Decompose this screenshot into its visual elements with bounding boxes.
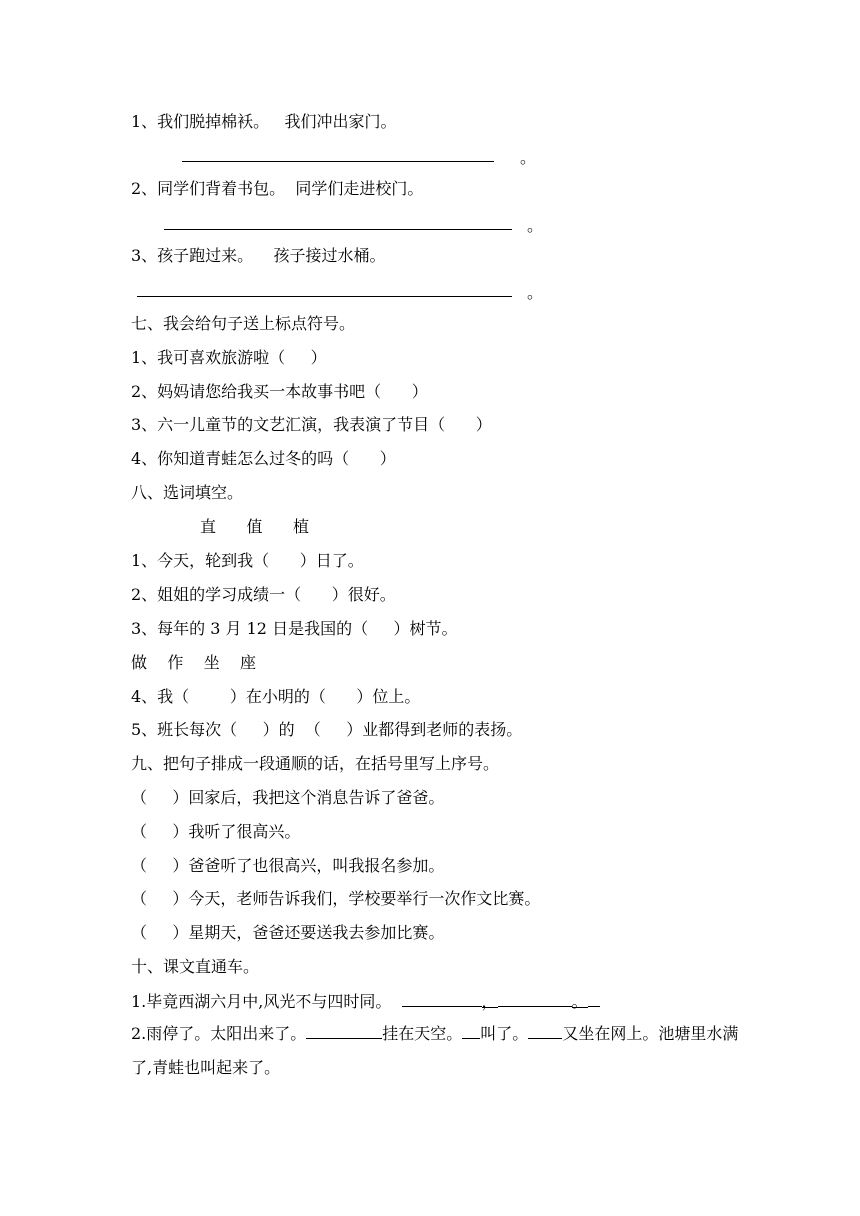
punct-item-1: 1、我可喜欢旅游啦（ ） — [131, 348, 327, 367]
cloze-text-d: 又坐在网上。池塘里水满了,青蛙也叫起来了。 — [131, 1024, 739, 1077]
answer-line-2[interactable] — [164, 229, 512, 230]
punct-item-3: 3、六一儿童节的文艺汇演，我表演了节目（ ） — [131, 415, 492, 434]
answer-end-2: 。 — [527, 216, 544, 235]
fill-item-3: 3、每年的 3 月 12 日是我国的（ ）树节。 — [131, 619, 458, 638]
word-choices-2: 做 作 坐 座 — [131, 653, 257, 672]
cloze-text-c: 叫了。 — [480, 1024, 529, 1043]
poem-blank-2[interactable] — [498, 990, 572, 1007]
poem-item-1 — [131, 990, 600, 1013]
cloze-blank-2[interactable] — [462, 1022, 480, 1039]
poem-comma: ， — [481, 992, 498, 1011]
poem-period: 。 — [571, 992, 588, 1011]
cloze-item-2 — [131, 1017, 741, 1085]
punct-item-4: 4、你知道青蛙怎么过冬的吗（ ） — [131, 449, 396, 468]
cloze-text-b: 挂在天空。 — [382, 1024, 463, 1043]
order-item-5: （ ）星期天，爸爸还要送我去参加比赛。 — [131, 923, 445, 942]
order-item-1: （ ）回家后，我把这个消息告诉了爸爸。 — [131, 788, 445, 807]
combine-item-3: 3、孩子跑过来。 孩子接过水桶。 — [131, 246, 386, 265]
fill-item-5: 5、班长每次（ ）的 （ ）业都得到老师的表扬。 — [131, 720, 523, 739]
poem-line: 1.毕竟西湖六月中,风光不与四时同。 — [131, 992, 392, 1011]
poem-blank-tail — [588, 990, 600, 1007]
combine-item-2: 2、同学们背着书包。 同学们走进校门。 — [131, 179, 424, 198]
section-7-title: 七、我会给句子送上标点符号。 — [131, 314, 356, 333]
fill-item-2: 2、姐姐的学习成绩一（ ）很好。 — [131, 585, 396, 604]
cloze-blank-3[interactable] — [528, 1022, 562, 1039]
combine-item-1: 1、我们脱掉棉袄。 我们冲出家门。 — [131, 112, 397, 131]
fill-item-4: 4、我（ ）在小明的（ ）位上。 — [131, 687, 421, 706]
poem-blank-1[interactable] — [402, 990, 482, 1007]
answer-end-1: 。 — [520, 148, 537, 167]
section-9-title: 九、把句子排成一段通顺的话，在括号里写上序号。 — [131, 754, 500, 773]
punct-item-2: 2、妈妈请您给我买一本故事书吧（ ） — [131, 382, 428, 401]
word-choices-1: 直 值 植 — [200, 517, 310, 536]
cloze-text-a: 2.雨停了。太阳出来了。 — [131, 1024, 307, 1043]
answer-end-3: 。 — [527, 283, 544, 302]
answer-line-1[interactable] — [182, 161, 494, 162]
order-item-2: （ ）我听了很高兴。 — [131, 822, 301, 841]
answer-line-3[interactable] — [137, 296, 512, 297]
order-item-3: （ ）爸爸听了也很高兴，叫我报名参加。 — [131, 856, 445, 875]
fill-item-1: 1、今天，轮到我（ ）日了。 — [131, 551, 364, 570]
section-10-title: 十、课文直通车。 — [131, 957, 260, 976]
section-8-title: 八、选词填空。 — [131, 483, 244, 502]
cloze-blank-1[interactable] — [306, 1022, 382, 1039]
order-item-4: （ ）今天，老师告诉我们，学校要举行一次作文比赛。 — [131, 889, 541, 908]
